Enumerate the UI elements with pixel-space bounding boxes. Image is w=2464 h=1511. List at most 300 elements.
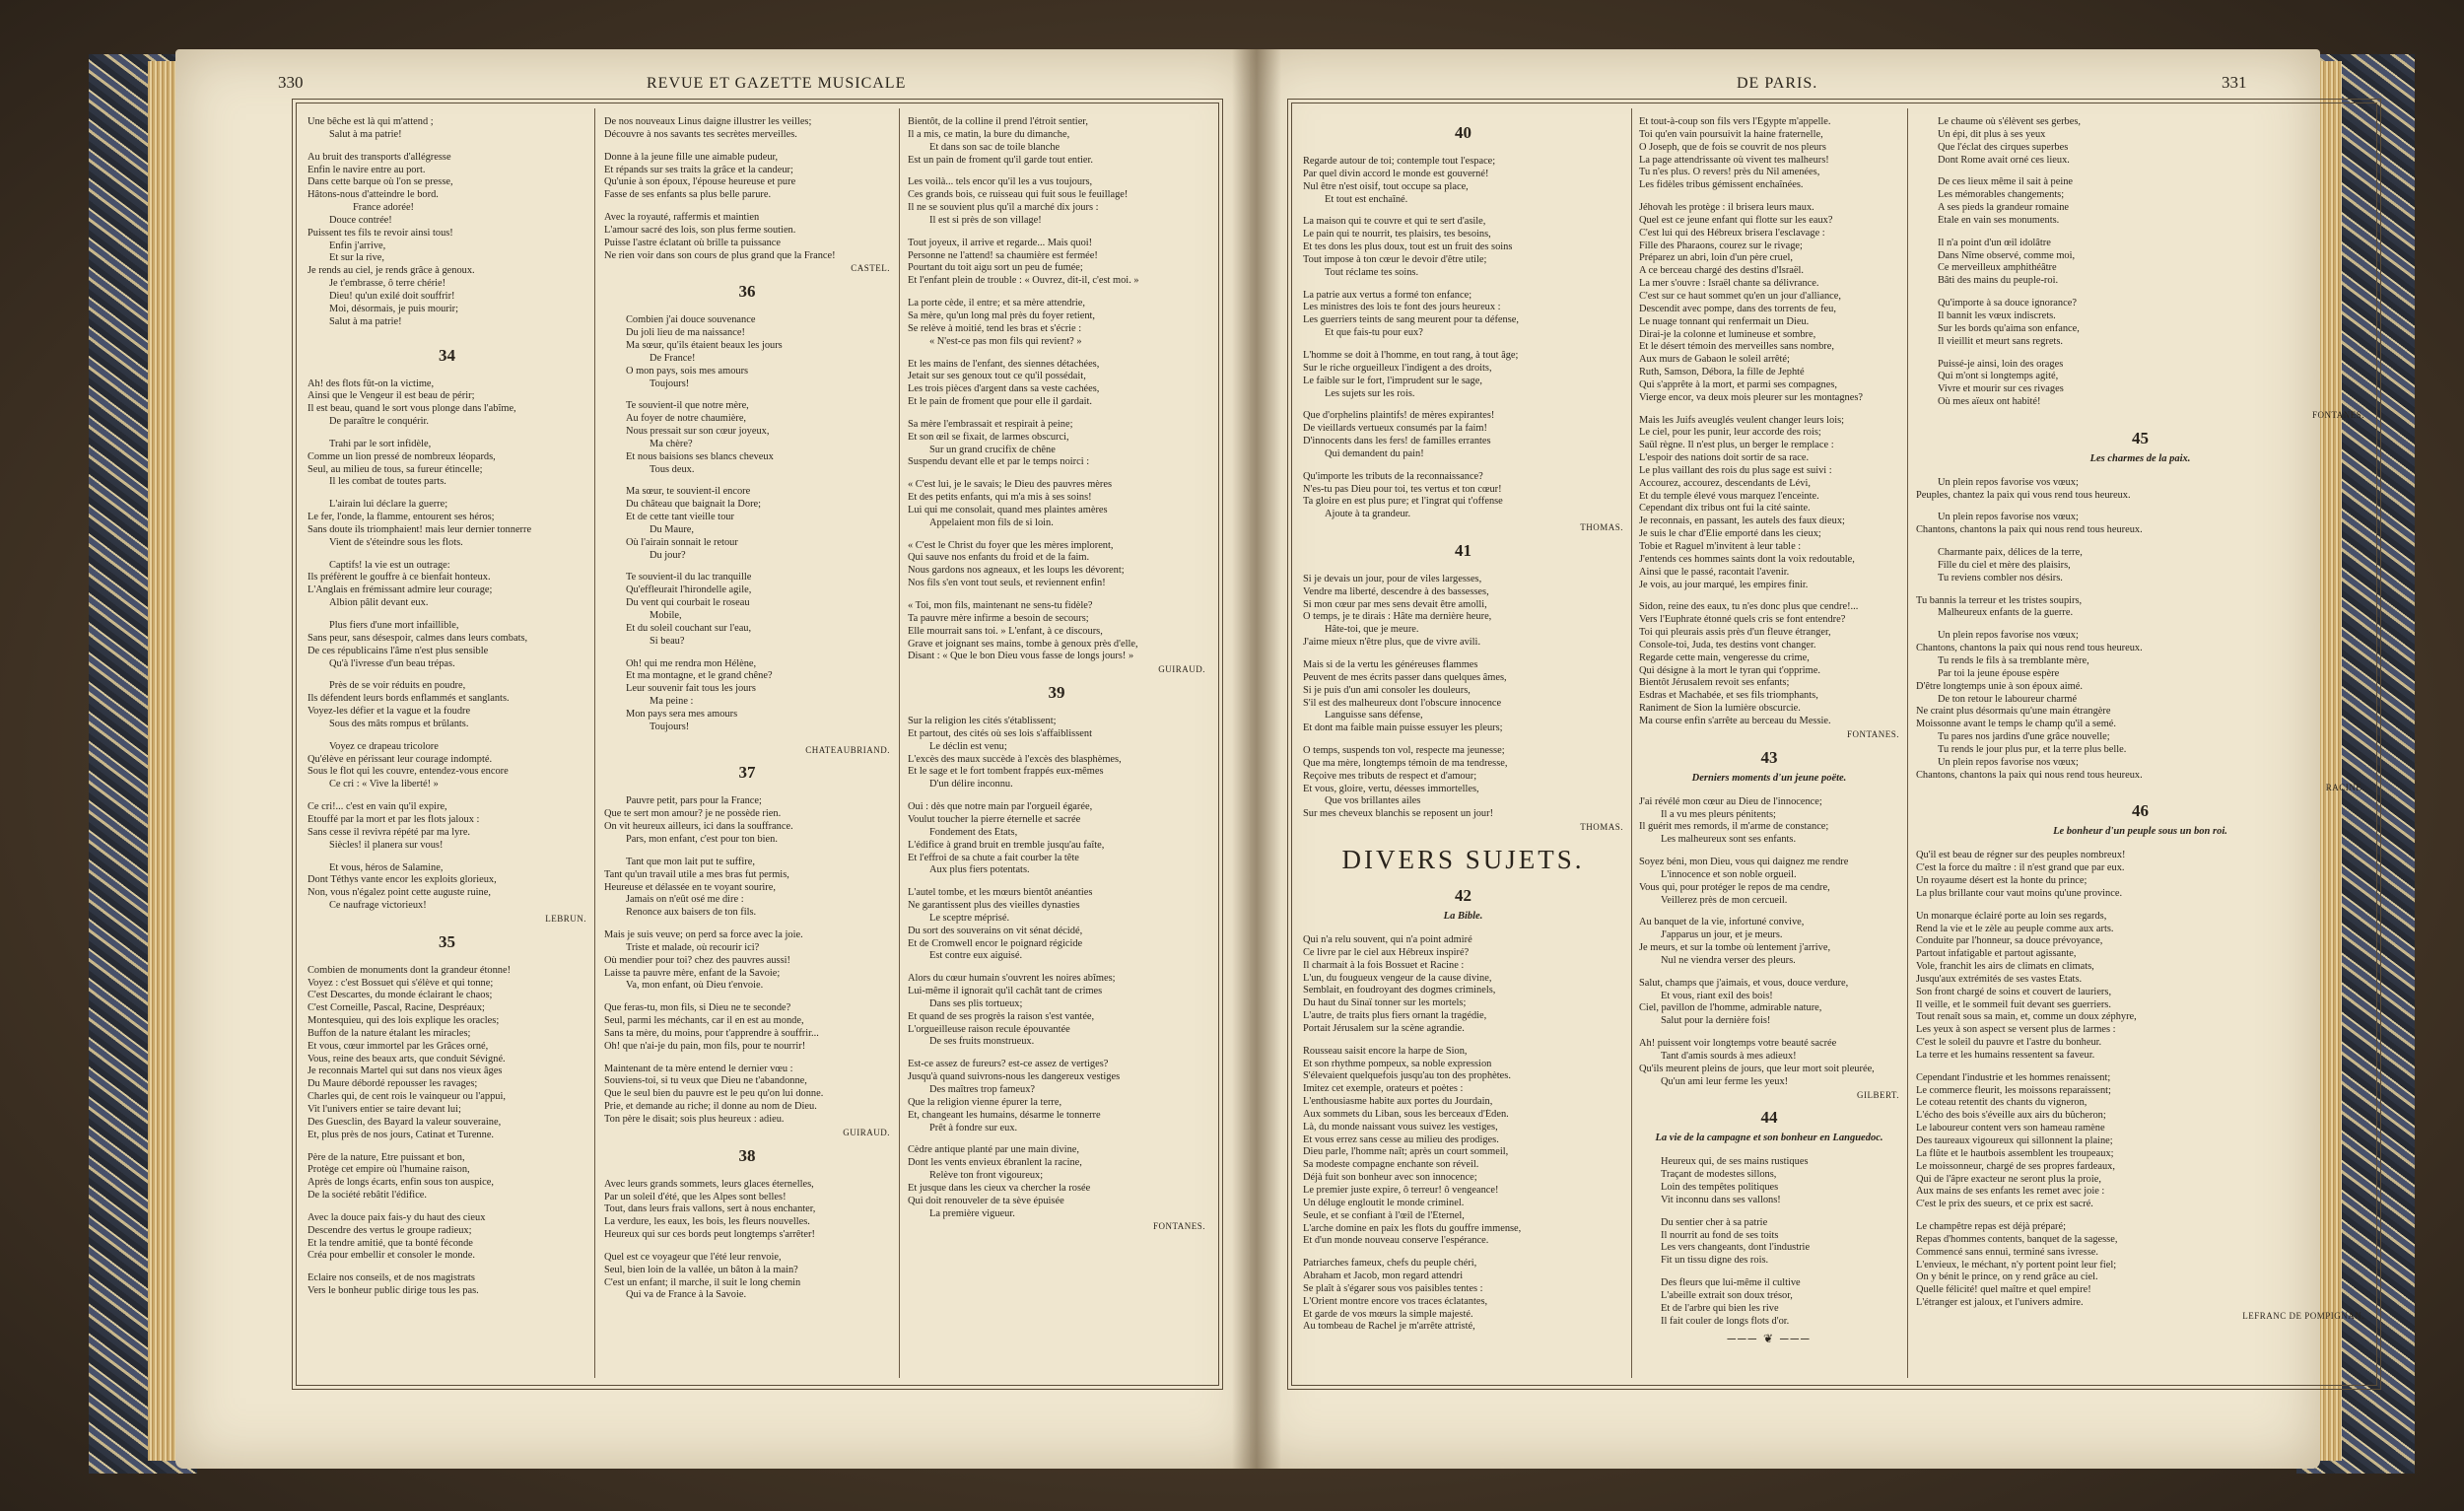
- verse-line: Un épi, dit plus à ses yeux: [1938, 128, 2046, 140]
- verse-line: Bâti des mains du peuple-roi.: [1938, 275, 2059, 287]
- verse-line: Et son œil se fixait, de larmes obscurci,: [908, 431, 1069, 443]
- verse-line: Avec leurs grands sommets, leurs glaces éternelles,: [604, 1178, 814, 1190]
- stanza-gap: [604, 202, 890, 212]
- verse-line: Les mémorables changements;: [1938, 189, 2065, 201]
- verse-line: Donne à la jeune fille une aimable pudeur,: [604, 151, 779, 163]
- verse-line: Ta pauvre mère infirme a besoin de secours;: [908, 612, 1089, 624]
- verse-line: Relève ton front vigoureux;: [929, 1170, 1044, 1182]
- verse-line: De paraître le conquérir.: [329, 416, 429, 428]
- author-signature: FONTANES.: [1846, 728, 1899, 739]
- verse-line: Du sort des souverains on vit sénat décidé,: [908, 925, 1083, 936]
- stanza-gap: [1916, 288, 2364, 298]
- verse-line: Et vous, héros de Salamine,: [329, 861, 444, 873]
- verse-line: Oh! qui me rendra mon Hélène,: [626, 657, 757, 669]
- verse-line: Il guérit mes remords, il m'arme de constance;: [1639, 821, 1829, 833]
- verse-line: O mon pays, sois mes amours: [626, 365, 749, 377]
- verse-line: Déjà fuit son bonheur avec son innocence;: [1303, 1172, 1477, 1184]
- verse-line: Veillerez près de mon cercueil.: [1661, 894, 1788, 906]
- verse-line: Le premier juste expire, ô terreur! ô vengeance!: [1303, 1185, 1499, 1196]
- verse-line: Console-toi, Juda, tes destins vont changer.: [1639, 639, 1816, 651]
- verse-line: L'innocence et son noble orgueil.: [1661, 868, 1797, 880]
- poem-number: 36: [738, 282, 756, 302]
- verse-line: O temps, je te dirais : Hâte ma dernière heure,: [1303, 611, 1492, 623]
- poem-title: La Bible.: [1443, 910, 1483, 922]
- verse-line: L'Anglais en frémissant admire leur courage;: [308, 584, 493, 596]
- verse-line: Disant : « Que le bon Dieu vous fasse de longs jours! »: [908, 651, 1134, 662]
- stanza-gap: [1639, 1268, 1899, 1277]
- stanza-gap: [1639, 1028, 1899, 1038]
- column-rule: [1631, 108, 1632, 1378]
- author-signature: LEFRANC DE POMPIGNAN.: [2242, 1310, 2364, 1321]
- author-signature: FONTANES.: [2311, 409, 2364, 420]
- verse-line: Peuvent de mes écrits passer dans quelques âmes,: [1303, 671, 1507, 683]
- verse-line: Regarde autour de toi; contemple tout l'espace;: [1303, 156, 1496, 167]
- verse-line: Il charmait à la fois Bossuet et Racine :: [1303, 959, 1465, 971]
- verse-line: Comme un lion pressé de nombreux léopards,: [308, 450, 496, 462]
- verse-line: Hâte-toi, que je meure.: [1325, 624, 1419, 636]
- verse-line: Par toi la jeune épouse espère: [1938, 667, 2060, 679]
- stanza-gap: [1916, 620, 2364, 630]
- verse-line: Le moissonneur, chargé de ses propres fardeaux,: [1916, 1160, 2115, 1172]
- left-running-head: REVUE ET GAZETTE MUSICALE: [647, 75, 907, 92]
- verse-line: Que d'orphelins plaintifs! de mères expirantes!: [1303, 410, 1495, 422]
- author-signature: GUIRAUD.: [1158, 664, 1205, 675]
- verse-line: Du sentier cher à sa patrie: [1661, 1216, 1768, 1228]
- verse-line: Ciel, pavillon de l'homme, admirable nature,: [1639, 1002, 1822, 1014]
- stanza-gap: [1303, 146, 1623, 156]
- verse-line: Voyez-les défier et la vague et la foudre: [308, 706, 471, 718]
- verse-line: Pourtant du toit aigu sort un peu de fumée;: [908, 262, 1083, 274]
- verse-line: Tu reviens combler nos désirs.: [1938, 572, 2063, 584]
- verse-line: Fille des Pharaons, courez sur le rivage;: [1639, 240, 1803, 251]
- verse-line: Sur la religion les cités s'établissent;: [908, 716, 1057, 727]
- verse-line: La flûte et le hautbois assemblent les troupeaux;: [1916, 1147, 2114, 1159]
- verse-line: Du jour?: [650, 549, 686, 561]
- verse-line: Nous gardons nos agneaux, et les loups les dévorent;: [908, 565, 1125, 577]
- verse-line: Moissonne avant le temps le champ qu'il a semé.: [1916, 719, 2116, 730]
- stanza-gap: [908, 288, 1205, 298]
- verse-line: Nous pressait sur son cœur joyeux,: [626, 426, 770, 438]
- poem-number: 42: [1455, 885, 1472, 905]
- verse-line: Douce contrée!: [329, 214, 392, 226]
- verse-line: Tant que mon lait put te suffire,: [626, 856, 755, 867]
- verse-line: Tu rends le fils à sa tremblante mère,: [1938, 655, 2089, 666]
- verse-line: Sans peur, sans désespoir, calmes dans leurs combats,: [308, 632, 528, 644]
- verse-line: Ta gloire en est plus pure; et l'ingrat qui t'offense: [1303, 496, 1503, 508]
- verse-line: Les fidèles tribus gémissent enchaînées.: [1639, 179, 1804, 191]
- verse-line: Ne craint plus désormais qu'une main étrangère: [1916, 706, 2111, 718]
- verse-line: Loin des tempêtes politiques: [1661, 1182, 1779, 1194]
- verse-line: Un plein repos favorise nos vœux;: [1938, 512, 2079, 523]
- verse-line: Le faible sur le fort, l'imprudent sur le sage,: [1303, 375, 1482, 386]
- verse-line: Seul, bien loin de la vallée, un bâton à la main?: [604, 1264, 798, 1275]
- verse-line: Mais si de la vertu les généreuses flammes: [1303, 659, 1478, 670]
- verse-line: Chantons, chantons la paix qui nous rend tous heureux.: [1916, 524, 2143, 536]
- verse-line: Les malheureux sont ses enfants.: [1661, 834, 1797, 846]
- verse-line: Il a vu mes pleurs pénitents;: [1661, 808, 1776, 820]
- verse-line: La terre et les humains ressentent sa faveur.: [1916, 1049, 2095, 1061]
- stanza-gap: [1303, 650, 1623, 659]
- verse-line: Heureuse et délassée en te voyant sourire,: [604, 881, 776, 893]
- verse-line: Prêt à fondre sur eux.: [929, 1122, 1018, 1133]
- verse-line: Et les mains de l'enfant, des siennes détachées,: [908, 358, 1100, 370]
- verse-line: Montesquieu, qui des lois explique les oracles;: [308, 1015, 500, 1027]
- verse-line: Sans cesse il revivra répété par ma lyre.: [308, 826, 471, 838]
- verse-line: Et dans son sac de toile blanche: [929, 141, 1061, 153]
- verse-line: Vers l'Euphrate étonné quels cris se font entendre?: [1639, 614, 1846, 626]
- poem-number: 40: [1455, 123, 1472, 142]
- verse-line: Raniment de Sion la lumière obscurcie.: [1639, 703, 1801, 715]
- verse-line: Vous qui, pour protéger le repos de ma cendre,: [1639, 881, 1830, 893]
- poem-number: 45: [2132, 428, 2149, 447]
- verse-line: L'envieux, le méchant, n'y portent point leur fiel;: [1916, 1259, 2117, 1271]
- verse-line: Peuples, chantez la paix qui vous rend tous heureux.: [1916, 489, 2131, 501]
- verse-line: Par quel divin accord le monde est gouverné!: [1303, 168, 1489, 179]
- verse-line: C'est Descartes, du monde éclairant le chaos;: [308, 990, 493, 1001]
- right-running-head: DE PARIS.: [1737, 75, 1818, 92]
- verse-line: France adorée!: [353, 202, 415, 214]
- verse-line: La première vigueur.: [929, 1207, 1015, 1219]
- verse-line: Qui de l'âpre exacteur ne seront plus la proie,: [1916, 1173, 2101, 1185]
- verse-line: C'est lui qui des Hébreux brisera l'esclavage :: [1639, 227, 1825, 239]
- verse-line: Hâtons-nous d'atteindre le bord.: [308, 189, 439, 201]
- verse-line: Dieu parle, l'homme naît; après un court sommeil,: [1303, 1146, 1509, 1158]
- verse-line: Que ma mère, longtemps témoin de ma tendresse,: [1303, 757, 1508, 769]
- verse-line: Vers le bonheur public dirige tous les pas.: [308, 1285, 479, 1297]
- verse-line: L'autre, de traits plus fiers ornant la tragédie,: [1303, 1010, 1487, 1022]
- column-rule: [594, 108, 595, 1378]
- verse-line: Je reconnais Martel qui sut dans nos vieux âges: [308, 1065, 503, 1077]
- verse-line: L'Orient montre encore vos traces éclatantes,: [1303, 1295, 1488, 1307]
- verse-line: Tobie et Raguel m'invitent à leur table :: [1639, 541, 1802, 552]
- verse-line: Découvre à nos savants tes secrètes merveilles.: [604, 128, 797, 140]
- verse-line: Les sujets sur les rois.: [1325, 387, 1415, 399]
- verse-line: Non, vous n'égalez point cette auguste ruine,: [308, 887, 491, 899]
- verse-line: Un royaume désert est la honte du prince;: [1916, 874, 2088, 886]
- verse-line: Après de longs écarts, enfin sous ton auspice,: [308, 1177, 495, 1189]
- verse-line: Et des petits enfants, qui m'a mis à ses soins!: [908, 492, 1092, 504]
- verse-line: La porte cède, il entre; et sa mère attendrie,: [908, 298, 1086, 309]
- verse-line: Conduite par l'honneur, sa douce prévoyance,: [1916, 935, 2103, 947]
- verse-line: Mobile,: [650, 610, 682, 621]
- verse-line: Ce merveilleux amphithéâtre: [1938, 262, 2057, 274]
- verse-line: Te souvient-il que notre mère,: [626, 400, 749, 412]
- stanza-gap: [908, 530, 1205, 540]
- stanza-gap: [1916, 167, 2364, 176]
- author-signature: FONTANES.: [1152, 1221, 1205, 1232]
- verse-line: Aux mains de ses enfants les remet avec joie :: [1916, 1186, 2105, 1198]
- verse-line: Toi qui pleurais assis près d'un fleuve étranger,: [1639, 627, 1831, 639]
- verse-line: Triste et malade, où recourir ici?: [626, 941, 760, 953]
- stanza-gap: [1916, 467, 2364, 477]
- verse-line: Ils défendent leurs bords enflammés et sanglants.: [308, 693, 510, 705]
- verse-line: Suspendu devant elle et par le temps noirci :: [908, 456, 1090, 468]
- verse-line: Il n'a point d'un œil idolâtre: [1938, 237, 2051, 248]
- verse-line: Jetait sur ses genoux tout ce qu'il possédait,: [908, 371, 1086, 382]
- verse-line: Ma sœur, qu'ils étaient beaux les jours: [626, 339, 783, 351]
- verse-line: Et le pain de froment que pour elle il gardait.: [908, 396, 1092, 408]
- verse-line: « N'est-ce pas mon fils qui revient? »: [929, 335, 1082, 347]
- stanza-gap: [1303, 280, 1623, 290]
- verse-line: Sa mère l'embrassait et respirait à peine;: [908, 418, 1073, 430]
- stanza-gap: [1916, 349, 2364, 359]
- author-signature: CHATEAUBRIAND.: [805, 744, 890, 755]
- poem-number: 41: [1455, 540, 1472, 560]
- stanza-gap: [604, 786, 890, 795]
- verse-line: Commencé sans ennui, terminé sans ivresse.: [1916, 1246, 2098, 1258]
- verse-line: N'es-tu pas Dieu pour toi, tes vertus et ton cœur!: [1303, 483, 1502, 495]
- stanza-gap: [1639, 847, 1899, 857]
- verse-line: Mon pays sera mes amours: [626, 708, 738, 720]
- verse-line: Accourez, accourez, descendants de Lévi,: [1639, 477, 1811, 489]
- verse-line: Il bannit les vœux indiscrets.: [1938, 309, 2056, 321]
- verse-line: Les guerriers teints de sang meurent pour ta défense,: [1303, 314, 1519, 326]
- verse-line: La maison qui te couvre et qui te sert d'asile,: [1303, 216, 1486, 228]
- verse-line: Si mon cœur par mes sens devait être amolli,: [1303, 598, 1487, 610]
- verse-line: Où l'airain sonnait le retour: [626, 536, 738, 548]
- verse-line: Fondement des États,: [929, 826, 1018, 838]
- stanza-gap: [604, 920, 890, 929]
- verse-line: Les ministres des lois te font des jours heureux :: [1303, 302, 1501, 313]
- verse-line: Il vieillit et meurt sans regrets.: [1938, 335, 2063, 347]
- verse-line: Le ciel, pour les punir, leur accorde des rois;: [1639, 427, 1821, 439]
- verse-line: Moi, désormais, je puis mourir;: [329, 303, 459, 314]
- verse-line: Et tout-à-coup son fils vers l'Égypte m'appelle.: [1639, 116, 1831, 127]
- verse-line: Il est beau, quand le sort vous plonge dans l'abîme,: [308, 403, 516, 415]
- verse-line: Qui sauve nos enfants du froid et de la faim.: [908, 552, 1090, 564]
- verse-line: C'est le prix des sueurs, et ce prix est sacré.: [1916, 1199, 2093, 1210]
- verse-line: De ces républicains l'âme n'est plus sensible: [308, 645, 489, 656]
- stanza-gap: [604, 390, 890, 400]
- verse-line: Fit un tissu digne des rois.: [1661, 1255, 1769, 1267]
- verse-line: Sur mes cheveux blanchis se reposent un jour!: [1303, 808, 1494, 820]
- verse-line: Repas d'hommes contents, banquet de la sagesse,: [1916, 1233, 2118, 1245]
- verse-line: Puisse l'astre éclatant où brille ta puissance: [604, 237, 782, 248]
- verse-line: Et de Cromwell encor le poignard régicide: [908, 937, 1083, 949]
- verse-line: Au tombeau de Rachel je m'arrête attristé,: [1303, 1321, 1475, 1333]
- verse-line: C'est un enfant; il marche, il suit le long chemin: [604, 1276, 801, 1288]
- verse-line: Le nuage tonnant qui renfermait un Dieu.: [1639, 315, 1810, 327]
- stanza-gap: [604, 993, 890, 1002]
- verse-line: Souviens-toi, si tu veux que Dieu ne t'abandonne,: [604, 1075, 807, 1087]
- verse-line: Quel est ce jeune enfant qui flotte sur les eaux?: [1639, 214, 1833, 226]
- verse-line: Du château que baignait la Dore;: [626, 499, 762, 511]
- verse-line: S'il est des malheureux dont l'obscure innocence: [1303, 697, 1502, 709]
- verse-line: Protège cet empire où l'humaine raison,: [308, 1164, 470, 1176]
- verse-line: Trahi par le sort infidèle,: [329, 438, 432, 449]
- verse-line: Que la religion vienne épurer la terre,: [908, 1096, 1062, 1108]
- stanza-gap: [1916, 840, 2364, 850]
- verse-line: Et vous, gloire, vertu, déesses immortelles,: [1303, 783, 1479, 794]
- stanza-gap: [1639, 1207, 1899, 1217]
- verse-line: Et la tendre amitié, que ta bonté féconde: [308, 1237, 473, 1249]
- verse-line: Et tout est enchaîné.: [1325, 193, 1408, 205]
- verse-line: Et l'enfant plein de trouble : « Ouvrez, dit-il, c'est moi. »: [908, 275, 1139, 287]
- verse-line: C'est Corneille, Pascal, Racine, Despréaux;: [308, 1002, 485, 1014]
- stanza-gap: [1303, 1036, 1623, 1046]
- verse-line: C'est sur ce haut sommet qu'en un jour d'alliance,: [1639, 290, 1842, 302]
- verse-line: Toujours!: [650, 721, 690, 732]
- verse-line: Tu bannis la terreur et les tristes soupirs,: [1916, 594, 2083, 606]
- verse-line: Voulut toucher la pierre éternelle et sacrée: [908, 813, 1081, 825]
- verse-line: Le sceptre méprisé.: [929, 912, 1010, 924]
- verse-line: Sans ta mère, du moins, pour t'apprendre à souffrir...: [604, 1027, 819, 1039]
- verse-line: Préparez un abri, loin d'un père cruel,: [1639, 252, 1793, 264]
- stanza-gap: [604, 1054, 890, 1064]
- verse-line: Buffon de la nature étalant les miracles;: [308, 1027, 471, 1039]
- verse-line: Plus fiers d'une mort infaillible,: [329, 620, 459, 631]
- verse-line: Au banquet de la vie, infortuné convive,: [1639, 917, 1805, 928]
- verse-line: Cèdre antique planté par une main divine,: [908, 1144, 1079, 1156]
- verse-line: Vivre et mourir sur ces rivages: [1938, 383, 2064, 395]
- author-signature: LEBRUN.: [545, 913, 586, 924]
- verse-line: C'est le soleil du pauvre et l'astre du bonheur.: [1916, 1037, 2102, 1049]
- verse-line: Je reconnais, en passant, les autels des faux dieux;: [1639, 515, 1845, 527]
- column-rule: [1907, 108, 1908, 1378]
- verse-line: Voyez : c'est Bossuet qui s'élève et qui tonne;: [308, 977, 494, 989]
- stanza-gap: [908, 349, 1205, 359]
- left-page-number: 330: [278, 73, 304, 92]
- verse-line: Du joli lieu de ma naissance!: [626, 327, 745, 339]
- verse-line: Heureux qui, de ses mains rustiques: [1661, 1156, 1809, 1168]
- stanza-gap: [908, 469, 1205, 479]
- verse-line: Près de se voir réduits en poudre,: [329, 680, 466, 692]
- verse-line: Il veille, et le sommeil fuit devant ses guerriers.: [1916, 998, 2111, 1010]
- verse-line: Mais je suis veuve; on perd sa force avec la joie.: [604, 929, 803, 941]
- verse-line: D'un délire inconnu.: [929, 779, 1013, 790]
- verse-line: Là, du monde naissant vous suivez les vestiges,: [1303, 1121, 1498, 1133]
- author-signature: THOMAS.: [1580, 522, 1623, 533]
- verse-line: Que feras-tu, mon fils, si Dieu ne te seconde?: [604, 1002, 791, 1014]
- verse-line: Qu'élève en périssant leur courage indompté.: [308, 753, 493, 765]
- verse-line: Un plein repos favorise nos vœux;: [1938, 630, 2079, 642]
- verse-line: Si je puis d'un ami consoler les douleurs,: [1303, 684, 1471, 696]
- verse-line: Tout, dans leurs frais vallons, sert à nous enchanter,: [604, 1203, 816, 1215]
- verse-line: Père de la nature, Être puissant et bon,: [308, 1151, 465, 1163]
- verse-line: Jamais on n'eût osé me dire :: [626, 894, 744, 906]
- verse-line: Dans Nîme observé, comme moi,: [1938, 249, 2076, 261]
- verse-line: On vit heureux ailleurs, ici dans la souffrance.: [604, 821, 793, 833]
- verse-line: De France!: [650, 352, 696, 364]
- stanza-gap: [1303, 564, 1623, 574]
- verse-line: L'abeille extrait son doux trésor,: [1661, 1289, 1793, 1301]
- stanza-gap: [1639, 907, 1899, 917]
- stanza-gap: [1303, 206, 1623, 216]
- verse-line: Tout impose à ton cœur le devoir d'être utile;: [1303, 253, 1487, 265]
- verse-line: De nos nouveaux Linus daigne illustrer les veilles;: [604, 116, 812, 127]
- verse-line: Qui s'apprête à la mort, et parmi ses compagnes,: [1639, 378, 1837, 390]
- verse-line: Aux sommets du Liban, sous les berceaux d'Éden.: [1303, 1108, 1509, 1120]
- verse-line: Avec la royauté, raffermis et maintien: [604, 212, 760, 224]
- verse-line: Se plaît à s'égarer sous vos paisibles tentes :: [1303, 1282, 1483, 1294]
- verse-line: Seul, parmi les méchants, car il en est au monde,: [604, 1015, 804, 1027]
- verse-line: Du Maure débordé repousser les ravages;: [308, 1078, 478, 1090]
- verse-line: C'est la force du maître : il n'est grand que par eux.: [1916, 862, 2125, 874]
- verse-line: Ah! des flots fût-on la victime,: [308, 378, 435, 389]
- verse-line: J'entends ces hommes saints dont la voix redoutable,: [1639, 553, 1855, 565]
- verse-line: Que vos brillantes ailes: [1325, 795, 1421, 807]
- stanza-gap: [1639, 405, 1899, 415]
- verse-line: Et d'un monde nouveau conserve l'espérance.: [1303, 1235, 1489, 1247]
- verse-line: L'édifice à grand bruit en tremble jusqu'au faîte,: [908, 839, 1105, 851]
- stanza-gap: [604, 562, 890, 572]
- verse-line: Enfin j'arrive,: [329, 240, 386, 251]
- stanza-gap: [908, 877, 1205, 887]
- verse-line: Ah! puissent voir longtemps votre beauté sacrée: [1639, 1038, 1837, 1050]
- verse-line: Grave et joignant ses mains, tombe à genoux près d'elle,: [908, 638, 1138, 650]
- verse-line: O temps, suspends ton vol, respecte ma jeunesse;: [1303, 745, 1505, 757]
- verse-line: Le fer, l'onde, la flamme, entourent ses héros;: [308, 512, 495, 523]
- verse-line: De ton retour le laboureur charmé: [1938, 693, 2078, 705]
- verse-line: Sans doute ils triomphaient! mais leur dernier tonnerre: [308, 523, 532, 535]
- verse-line: Dirai-je la colonne et lumineuse et sombre,: [1639, 328, 1816, 340]
- poem-number: 43: [1760, 747, 1778, 767]
- verse-line: Nos fils s'en vont tout seuls, et reviennent enfin!: [908, 578, 1106, 589]
- stanza-gap: [604, 1169, 890, 1179]
- verse-line: L'enthousiasme habite aux portes du Jourdain,: [1303, 1096, 1493, 1108]
- verse-line: Seul, au milieu de tous, sa fureur étincelle;: [308, 463, 483, 475]
- verse-line: Vole, franchit les airs de climats en climats,: [1916, 961, 2094, 973]
- verse-line: Dont les vents envieux ébranlent la racine,: [908, 1157, 1082, 1169]
- verse-line: Qu'un ami leur ferme les yeux!: [1661, 1075, 1789, 1087]
- ornament: ─── ❦ ───: [1727, 1331, 1812, 1345]
- verse-line: D'innocents dans les fers! de familles errantes: [1303, 436, 1491, 447]
- verse-line: Oui : dès que notre main par l'orgueil égarée,: [908, 801, 1093, 813]
- verse-line: Du Maure,: [650, 523, 695, 535]
- verse-line: Dieu! qu'un exilé doit souffrir!: [329, 290, 455, 302]
- verse-line: Abraham et Jacob, mon regard attendri: [1303, 1271, 1464, 1282]
- author-signature: RACINE.: [2325, 783, 2364, 793]
- section-heading: DIVERS SUJETS.: [1341, 844, 1585, 874]
- verse-line: Il ne se souvient plus qu'il a marché dix jours :: [908, 202, 1099, 214]
- verse-line: Portait Jérusalem sur la scène agrandie.: [1303, 1022, 1465, 1034]
- verse-line: D'être longtemps unie à son époux aimé.: [1916, 680, 2083, 692]
- verse-line: L'étranger est jaloux, et l'univers admire.: [1916, 1297, 2084, 1309]
- verse-line: Et du temple élevé vous marquez l'enceinte.: [1639, 490, 1819, 502]
- verse-line: Sa mère, qu'un long mal près du foyer retient,: [908, 309, 1096, 321]
- verse-line: Fasse de ses enfants sa plus belle parure.: [604, 189, 772, 201]
- verse-line: Regarde cette main, vengeresse du crime,: [1639, 652, 1810, 663]
- stanza-gap: [604, 476, 890, 486]
- verse-line: Dans cette barque où l'on se presse,: [308, 176, 453, 188]
- right-column-1: [1303, 116, 1623, 1378]
- verse-line: Quel est ce voyageur que l'été leur renvoie,: [604, 1251, 782, 1263]
- verse-line: De vieillards vertueux consumés par la faim!: [1303, 423, 1487, 435]
- stanza-gap: [604, 1242, 890, 1252]
- verse-line: Pars, mon enfant, c'est pour ton bien.: [626, 833, 778, 845]
- verse-line: Si je devais un jour, pour de viles largesses,: [1303, 573, 1482, 584]
- verse-line: Bientôt, de la colline il prend l'étroit sentier,: [908, 116, 1088, 127]
- author-signature: CASTEL.: [851, 263, 890, 274]
- stanza-gap: [1916, 1211, 2364, 1221]
- verse-line: Et jusque dans les cieux va chercher la rosée: [908, 1182, 1091, 1194]
- verse-line: Tu pares nos jardins d'une grâce nouvelle;: [1938, 731, 2110, 743]
- verse-line: Aux murs de Gabaon le soleil arrêté;: [1639, 354, 1790, 366]
- verse-line: Que te sert mon amour? je ne possède rien.: [604, 808, 782, 820]
- poem-title: Les charmes de la paix.: [2089, 452, 2191, 464]
- verse-line: Au bruit des transports d'allégresse: [308, 151, 451, 163]
- verse-line: Oh! que n'ai-je du pain, mon fils, pour te nourrir!: [604, 1040, 806, 1052]
- verse-line: Sur les bords qu'aima son enfance,: [1938, 322, 2080, 334]
- verse-line: Rend la vie et le zèle au peuple comme aux arts.: [1916, 923, 2114, 934]
- verse-line: Tant d'amis sourds à mes adieux!: [1661, 1051, 1797, 1062]
- verse-line: Dont Téthys vante encor les exploits glorieux,: [308, 874, 497, 886]
- stanza-gap: [1916, 901, 2364, 911]
- verse-line: Et sur la rive,: [329, 252, 384, 264]
- verse-line: Ces grands bois, ce ruisseau qui fuit sous le feuillage!: [908, 189, 1129, 201]
- verse-line: Qu'unie à son époux, l'épouse heureuse et pure: [604, 176, 796, 188]
- verse-line: Qui doit renouveler de ta sève épuisée: [908, 1195, 1064, 1206]
